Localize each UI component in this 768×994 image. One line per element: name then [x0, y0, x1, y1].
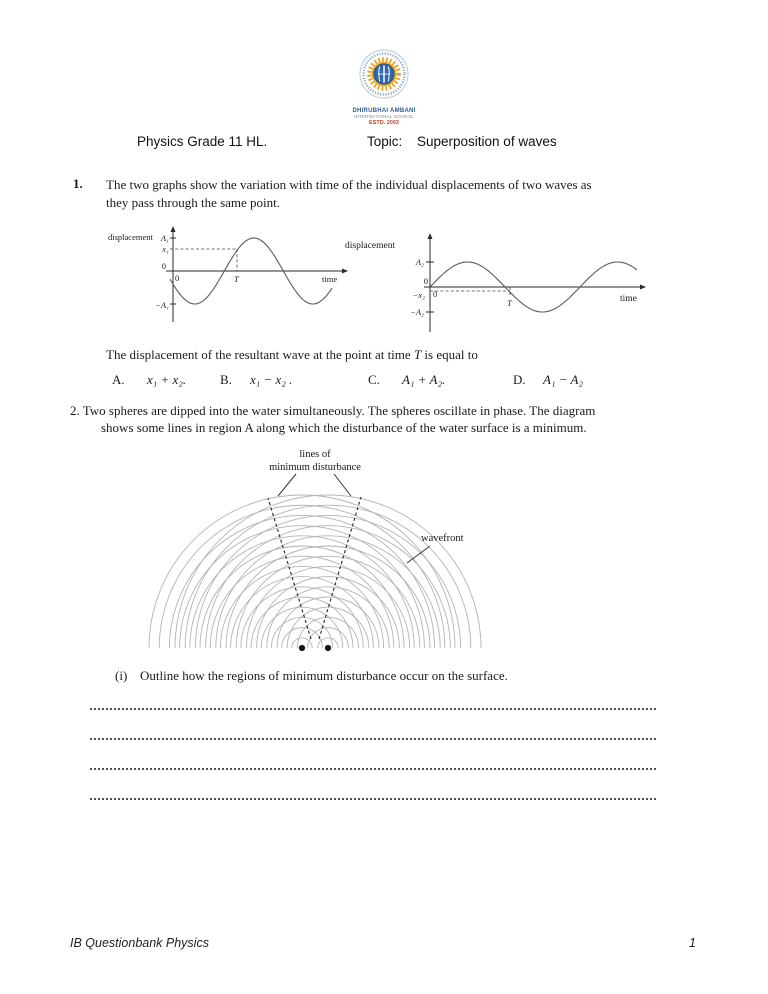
prompt-post: is equal to — [421, 347, 478, 362]
g1-amp-label: A₁ — [160, 233, 169, 243]
question-1-text — [106, 176, 592, 211]
topic-label: Topic: — [367, 134, 403, 149]
option-a-label: A. — [112, 372, 125, 387]
g2-zero-x-label: 0 — [433, 289, 438, 299]
question-1-number: 1. — [73, 176, 83, 191]
g1-t-label: T — [234, 274, 239, 284]
prompt-pre: The displacement of the resultant wave at the point at time — [106, 347, 414, 362]
question-1-line-1: The two graphs show the variation with time of the individual displacements of two waves as — [106, 177, 592, 192]
g2-axes — [424, 233, 646, 332]
wave-graph-1 — [100, 224, 350, 342]
school-name: DHIRUBHAI AMBANI — [352, 108, 416, 115]
g1-x1-label: x₁ — [162, 244, 169, 254]
course-title: Physics Grade 11 HL. — [137, 134, 268, 149]
g2-zero-y-label: 0 — [423, 276, 428, 286]
school-estd: ESTD. 2003 — [369, 120, 399, 127]
wavefront-arcs — [149, 495, 481, 648]
g1-zero-y-label: 0 — [161, 261, 166, 271]
option-c-label: C. — [368, 372, 380, 387]
g2-guide-dashes — [430, 287, 510, 295]
option-b-label: B. — [220, 372, 232, 387]
part-i-label: (i) — [115, 668, 128, 683]
question-1-line-2: they pass through the same point. — [106, 194, 281, 210]
g2-ylabel: displacement — [345, 241, 396, 251]
g2-neg-amp-label: −A₂ — [410, 307, 424, 317]
answer-dotted-line — [90, 760, 656, 770]
question-2-line-2: shows some lines in region A along which the disturbance of the water surface is a minimum. — [101, 420, 587, 435]
option-d-label: D. — [513, 372, 526, 387]
question-1-prompt — [106, 347, 478, 363]
wavefront-label: wavefront — [421, 533, 464, 544]
wave-graph-2 — [340, 228, 670, 346]
school-subtitle: INTERNATIONAL SCHOOL — [354, 114, 414, 120]
topic-value: Superposition of waves — [417, 134, 557, 149]
g1-ylabel: displacement — [108, 232, 153, 242]
option-c-expression: A₁ + A₂. — [402, 372, 446, 387]
footer-page-number: 1 — [689, 936, 696, 950]
interference-diagram — [80, 446, 560, 658]
g1-xlabel: time — [322, 274, 338, 284]
answer-dotted-line — [90, 730, 656, 740]
answer-dotted-line — [90, 790, 656, 800]
label-pointer-lines — [278, 474, 351, 496]
g2-amp-label: A₂ — [415, 257, 424, 267]
min-disturbance-label-line-2: minimum disturbance — [269, 462, 361, 473]
min-disturbance-label-line-1: lines of — [299, 449, 331, 460]
answer-dotted-line — [90, 700, 656, 710]
prompt-T: T — [413, 347, 422, 362]
g1-axes — [166, 226, 348, 322]
option-d-expression: A₁ − A₂ — [543, 372, 583, 387]
option-b-expression: x₁ − x₂ . — [250, 372, 293, 387]
wave-sources — [299, 645, 331, 651]
g2-xlabel: time — [620, 294, 637, 304]
g1-neg-amp-label: −A₁ — [155, 300, 169, 310]
option-a-expression: x₁ + x₂. — [147, 372, 187, 387]
g2-negx2-label: −x₂ — [412, 290, 425, 300]
g1-guide-dashes — [170, 249, 237, 271]
footer-source: IB Questionbank Physics — [70, 936, 209, 950]
question-2-line-1: 2. Two spheres are dipped into the water simultaneously. The spheres oscillate in phase. The diagram — [70, 403, 596, 418]
g1-zero-x-label: 0 — [175, 273, 180, 283]
school-logo — [324, 48, 444, 126]
school-emblem-icon — [355, 48, 413, 102]
part-i-text: Outline how the regions of minimum disturbance occur on the surface. — [140, 668, 508, 683]
g2-t-label: T — [507, 298, 512, 308]
